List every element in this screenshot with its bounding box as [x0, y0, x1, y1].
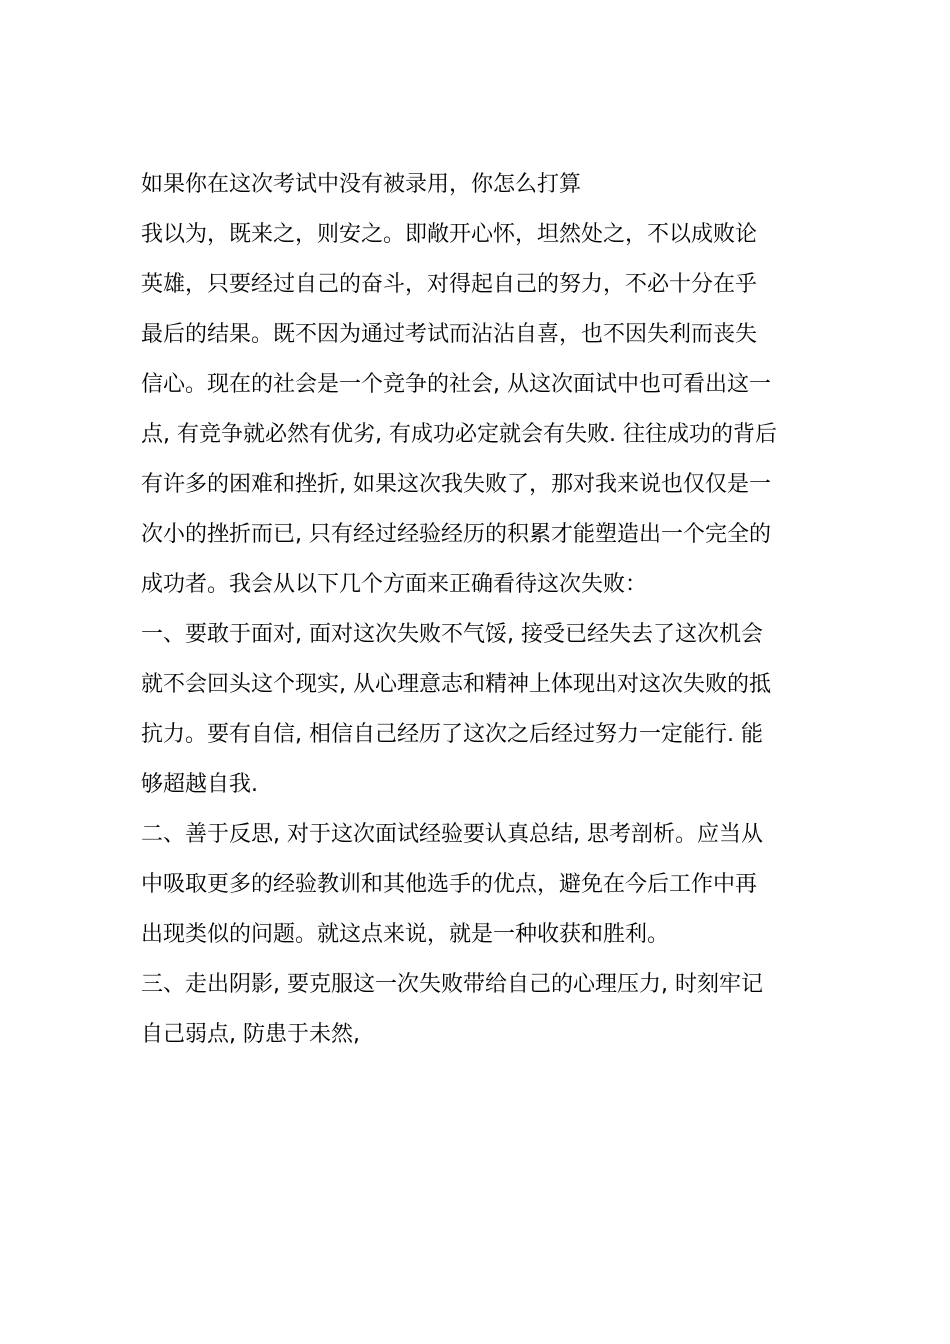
text-line: 中吸取更多的经验教训和其他选手的优点，避免在今后工作中再	[141, 872, 758, 897]
text-line: 英雄，只要经过自己的奋斗，对得起自己的努力，不必十分在乎	[141, 272, 758, 297]
text-line: 就不会回头这个现实, 从心理意志和精神上体现出对这次失败的抵	[141, 672, 771, 697]
text-line: 出现类似的问题。就这点来说，就是一种收获和胜利。	[141, 922, 670, 947]
point-two	[141, 810, 821, 960]
paragraph-intro	[141, 210, 821, 610]
text-line: 信心。现在的社会是一个竞争的社会, 从这次面试中也可看出这一	[141, 372, 771, 397]
point-three	[141, 960, 821, 1060]
document-title	[141, 160, 821, 210]
title-line: 如果你在这次考试中没有被录用，你怎么打算	[141, 172, 582, 197]
text-line: 我以为，既来之，则安之。即敞开心怀，坦然处之，不以成败论	[141, 222, 758, 247]
text-line: 有许多的困难和挫折, 如果这次我失败了，那对我来说也仅仅是一	[141, 472, 771, 497]
text-line: 二、善于反思, 对于这次面试经验要认真总结, 思考剖析。应当从	[141, 822, 763, 847]
text-line: 点, 有竞争就必然有优劣, 有成功必定就会有失败. 往往成功的背后	[141, 422, 777, 447]
text-line: 自己弱点, 防患于未然,	[141, 1022, 360, 1047]
text-line: 抗力。要有自信, 相信自己经历了这次之后经过努力一定能行. 能	[141, 722, 763, 747]
document-body	[141, 160, 821, 1060]
text-line: 最后的结果。既不因为通过考试而沾沾自喜，也不因失利而丧失	[141, 322, 758, 347]
text-line: 一、要敢于面对, 面对这次失败不气馁, 接受已经失去了这次机会	[141, 622, 763, 647]
point-one	[141, 610, 821, 810]
text-line: 成功者。我会从以下几个方面来正确看待这次失败：	[141, 572, 648, 597]
text-line: 次小的挫折而已, 只有经过经验经历的积累才能塑造出一个完全的	[141, 522, 771, 547]
text-line: 三、走出阴影, 要克服这一次失败带给自己的心理压力, 时刻牢记	[141, 972, 763, 997]
text-line: 够超越自我.	[141, 772, 258, 797]
